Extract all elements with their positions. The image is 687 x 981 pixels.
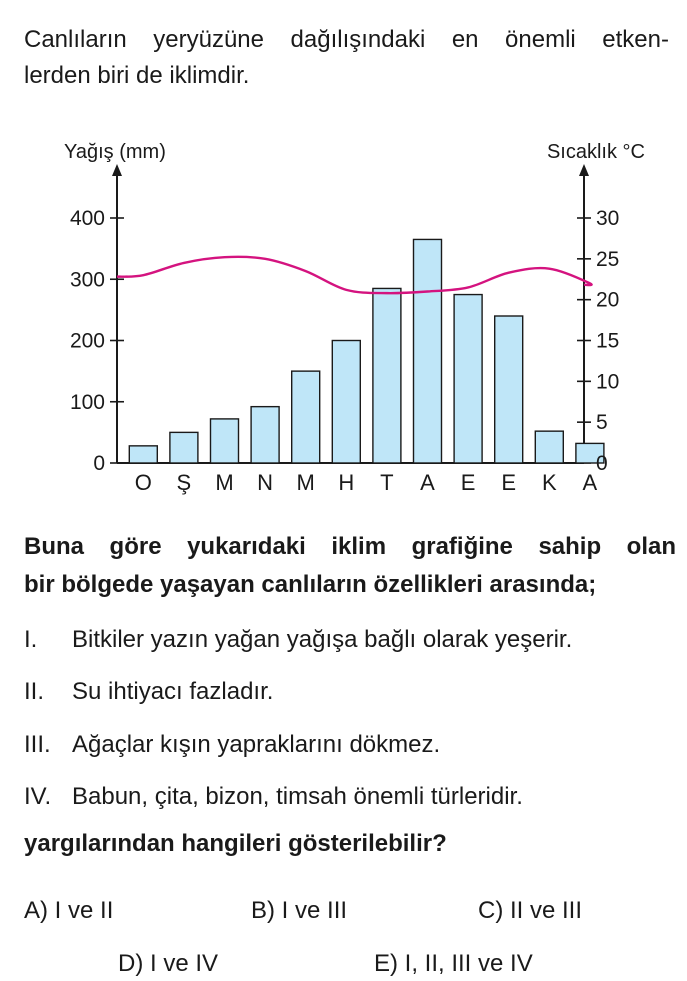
intro-line-2: lerden biri de iklimdir. — [24, 62, 250, 89]
precipitation-bar — [373, 288, 401, 463]
precipitation-bar — [332, 341, 360, 464]
question-closing: yargılarından hangileri gösterilebilir? — [24, 830, 447, 857]
precipitation-bar — [170, 432, 198, 463]
statement-number: II. — [24, 678, 45, 705]
right-tick-label: 0 — [596, 452, 608, 475]
precipitation-bar — [535, 431, 563, 463]
precipitation-bar — [292, 371, 320, 463]
left-axis-title: Yağış (mm) — [64, 141, 166, 163]
month-label: M — [296, 470, 315, 495]
choice-e[interactable]: E) I, II, III ve IV — [374, 950, 533, 977]
month-label: N — [257, 470, 274, 495]
right-tick-label: 30 — [596, 207, 620, 230]
climate-chart — [0, 130, 687, 500]
precipitation-bar — [454, 295, 482, 463]
month-label: A — [420, 470, 435, 495]
choice-d[interactable]: D) I ve IV — [118, 950, 219, 977]
question-line-1: Buna göre yukarıdaki iklim grafiğine sahip olan — [24, 533, 676, 560]
statement-3 — [24, 730, 440, 760]
left-tick-label: 400 — [69, 207, 105, 230]
statement-number: IV. — [24, 783, 52, 810]
statement-text: Babun, çita, bizon, timsah önemli türleridir. — [72, 783, 523, 810]
question-stem — [24, 528, 676, 604]
month-label: H — [338, 470, 355, 495]
statement-text: Bitkiler yazın yağan yağışa bağlı olarak yeşerir. — [72, 626, 573, 653]
precipitation-bar — [211, 419, 239, 463]
month-label: T — [380, 470, 394, 495]
month-label: A — [582, 470, 598, 495]
choice-a[interactable]: A) I ve II — [24, 897, 114, 924]
right-tick-label: 10 — [596, 370, 620, 394]
choice-c[interactable]: C) II ve III — [478, 897, 583, 924]
precipitation-bar — [251, 407, 279, 463]
month-label: E — [501, 470, 517, 495]
question-line-2: bir bölgede yaşayan canlıların özellikleri arasında; — [24, 571, 597, 598]
temperature-line — [117, 257, 592, 293]
left-tick-label: 0 — [93, 452, 105, 475]
statement-text: Su ihtiyacı fazladır. — [72, 678, 274, 705]
left-axis-arrow-icon — [112, 164, 122, 176]
right-tick-label: 15 — [596, 329, 620, 353]
intro-line-1: Canlıların yeryüzüne dağılışındaki en önemli etken- — [24, 26, 669, 53]
precipitation-bar — [495, 316, 523, 463]
right-tick-label: 25 — [596, 247, 620, 271]
intro-paragraph — [24, 22, 669, 94]
left-tick-label: 100 — [69, 390, 105, 414]
right-tick-label: 20 — [596, 288, 620, 312]
month-label: O — [134, 470, 152, 495]
temperature-line-group — [117, 257, 592, 293]
month-label: K — [541, 470, 557, 495]
precipitation-bar — [129, 446, 157, 463]
right-axis-title: Sıcaklık °C — [546, 141, 645, 163]
right-tick-label: 5 — [596, 411, 608, 435]
choice-b[interactable]: B) I ve III — [251, 897, 348, 924]
precipitation-bars — [129, 239, 604, 463]
statement-2 — [24, 677, 273, 707]
statement-number: III. — [24, 731, 51, 758]
month-label: E — [460, 470, 476, 495]
month-label: M — [215, 470, 234, 495]
month-label: Ş — [176, 470, 192, 495]
precipitation-bar — [414, 239, 442, 463]
right-axis-arrow-icon — [579, 164, 589, 176]
statement-number: I. — [24, 626, 38, 653]
statement-4 — [24, 782, 523, 812]
statement-text: Ağaçlar kışın yapraklarını dökmez. — [72, 731, 441, 758]
left-tick-label: 200 — [69, 329, 105, 353]
left-tick-label: 300 — [69, 268, 105, 292]
statement-1 — [24, 625, 572, 655]
